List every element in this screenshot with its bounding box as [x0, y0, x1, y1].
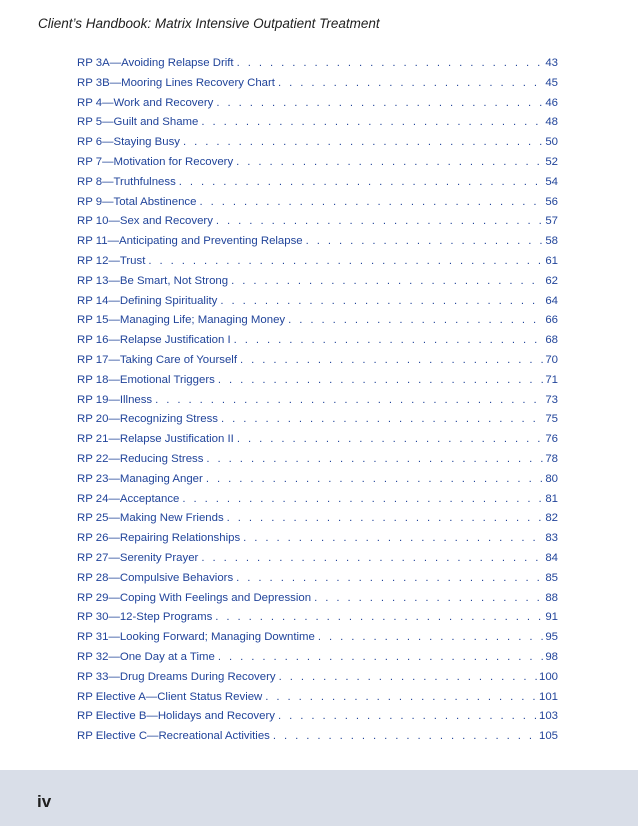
toc-entry[interactable] [77, 94, 558, 114]
toc-dot-leader [234, 331, 544, 351]
toc-entry-title: RP 14—Defining Spirituality [77, 294, 218, 307]
toc-dot-leader [288, 311, 543, 331]
toc-entry[interactable] [77, 212, 558, 232]
toc-entry-title: RP 3A—Avoiding Relapse Drift [77, 57, 234, 69]
toc-entry-title: RP 21—Relapse Justification II [77, 433, 234, 446]
toc-entry[interactable] [77, 173, 558, 193]
toc-entry[interactable] [77, 292, 558, 312]
toc-entry[interactable] [77, 133, 558, 153]
toc-entry-title: RP 27—Serenity Prayer [77, 551, 199, 564]
toc-entry[interactable] [77, 410, 558, 430]
toc-entry-title: RP 4—Work and Recovery [77, 96, 214, 109]
toc-entry-title: RP 8—Truthfulness [77, 175, 176, 188]
toc-entry[interactable] [77, 391, 558, 411]
toc-entry-title: RP 13—Be Smart, Not Strong [77, 274, 229, 287]
toc-entry-page: 43 [545, 57, 558, 69]
toc-entry[interactable] [77, 153, 558, 173]
toc-entry-title: RP 15—Managing Life; Managing Money [77, 314, 286, 327]
toc-entry-page: 75 [545, 413, 558, 426]
toc-entry-title: RP 31—Looking Forward; Managing Downtime [77, 631, 315, 644]
toc-entry-title: RP Elective C—Recreational Activities [77, 730, 270, 743]
toc-dot-leader [318, 628, 543, 648]
toc-entry-title: RP 17—Taking Care of Yourself [77, 353, 237, 366]
toc-entry-page: 46 [545, 96, 558, 109]
toc-entry[interactable] [77, 490, 558, 510]
toc-entry-title: RP 22—Reducing Stress [77, 452, 204, 465]
toc-entry-title: RP 9—Total Abstinence [77, 195, 197, 208]
toc-entry[interactable] [77, 54, 558, 74]
toc-entry-page: 105 [538, 730, 558, 743]
toc-entry-page: 66 [545, 314, 558, 327]
toc-entry-title: RP 3B—Mooring Lines Recovery Chart [77, 76, 275, 89]
toc-entry-page: 62 [545, 274, 558, 287]
toc-dot-leader [183, 133, 543, 153]
toc-entry-title: RP 32—One Day at a Time [77, 650, 215, 663]
toc-entry-title: RP 19—Illness [77, 393, 153, 406]
toc-dot-leader [265, 688, 537, 708]
toc-entry-page: 85 [545, 571, 558, 584]
toc-entry-page: 57 [545, 215, 558, 228]
toc-entry[interactable] [77, 648, 558, 668]
toc-entry-page: 70 [545, 353, 558, 366]
toc-entry[interactable] [77, 470, 558, 490]
toc-dot-leader [243, 529, 543, 549]
toc-entry-page: 68 [545, 334, 558, 347]
toc-entry-title: RP 28—Compulsive Behaviors [77, 571, 234, 584]
toc-entry[interactable] [77, 272, 558, 292]
toc-dot-leader [206, 450, 543, 470]
toc-entry[interactable] [77, 371, 558, 391]
toc-entry-page: 50 [545, 136, 558, 149]
toc-dot-leader [314, 589, 543, 609]
toc-entry-title: RP 25—Making New Friends [77, 512, 224, 525]
toc-entry[interactable] [77, 331, 558, 351]
toc-entry-page: 100 [538, 670, 558, 683]
toc-entry-title: RP 33—Drug Dreams During Recovery [77, 670, 276, 683]
footer-band [0, 770, 638, 826]
toc-entry-title: RP 5—Guilt and Shame [77, 116, 199, 129]
toc-entry[interactable] [77, 688, 558, 708]
toc-entry-page: 95 [545, 631, 558, 644]
toc-entry-page: 52 [545, 155, 558, 168]
table-of-contents [77, 54, 558, 747]
toc-dot-leader [237, 54, 544, 74]
toc-dot-leader [306, 232, 544, 252]
toc-dot-leader [237, 430, 544, 450]
toc-entry[interactable] [77, 74, 558, 94]
toc-entry-title: RP 10—Sex and Recovery [77, 215, 213, 228]
toc-dot-leader [182, 490, 543, 510]
toc-entry-title: RP 16—Relapse Justification I [77, 334, 231, 347]
toc-entry-page: 91 [545, 611, 558, 624]
toc-entry-page: 101 [538, 690, 558, 703]
toc-entry[interactable] [77, 351, 558, 371]
toc-entry[interactable] [77, 727, 558, 747]
toc-entry-page: 73 [545, 393, 558, 406]
toc-entry-title: RP 23—Managing Anger [77, 472, 203, 485]
toc-dot-leader [279, 668, 537, 688]
toc-entry[interactable] [77, 549, 558, 569]
toc-entry-page: 81 [545, 492, 558, 505]
toc-entry[interactable] [77, 529, 558, 549]
toc-dot-leader [221, 410, 543, 430]
toc-entry-page: 64 [545, 294, 558, 307]
toc-entry-title: RP Elective A—Client Status Review [77, 690, 263, 703]
toc-entry-title: RP 26—Repairing Relationships [77, 532, 241, 545]
toc-entry[interactable] [77, 569, 558, 589]
toc-dot-leader [220, 292, 543, 312]
toc-dot-leader [278, 74, 543, 94]
toc-dot-leader [278, 707, 537, 727]
toc-dot-leader [215, 608, 543, 628]
toc-entry[interactable] [77, 628, 558, 648]
toc-entry[interactable] [77, 509, 558, 529]
toc-entry[interactable] [77, 589, 558, 609]
toc-entry-title: RP 29—Coping With Feelings and Depression [77, 591, 312, 604]
toc-entry-page: 58 [545, 235, 558, 248]
toc-dot-leader [199, 193, 543, 213]
toc-entry-title: RP 20—Recognizing Stress [77, 413, 218, 426]
toc-entry-page: 80 [545, 472, 558, 485]
toc-entry[interactable] [77, 311, 558, 331]
toc-dot-leader [148, 252, 543, 272]
toc-entry[interactable] [77, 608, 558, 628]
toc-entry-page: 56 [545, 195, 558, 208]
toc-dot-leader [216, 212, 543, 232]
toc-dot-leader [240, 351, 543, 371]
toc-dot-leader [236, 153, 543, 173]
page-number: iv [37, 792, 52, 811]
toc-entry[interactable] [77, 193, 558, 213]
toc-dot-leader [227, 509, 544, 529]
toc-entry-title: RP 11—Anticipating and Preventing Relapse [77, 235, 303, 248]
toc-entry-page: 45 [545, 76, 558, 89]
toc-dot-leader [155, 391, 543, 411]
toc-entry-page: 71 [545, 373, 558, 386]
toc-dot-leader [273, 727, 537, 747]
toc-entry[interactable] [77, 252, 558, 272]
toc-entry[interactable] [77, 113, 558, 133]
toc-entry-title: RP 18—Emotional Triggers [77, 373, 215, 386]
toc-dot-leader [201, 549, 543, 569]
toc-entry[interactable] [77, 430, 558, 450]
toc-dot-leader [218, 371, 544, 391]
toc-entry-title: RP 12—Trust [77, 254, 146, 267]
toc-dot-leader [236, 569, 543, 589]
toc-entry-title: RP 7—Motivation for Recovery [77, 155, 234, 168]
toc-dot-leader [218, 648, 544, 668]
toc-entry-title: RP 6—Staying Busy [77, 136, 180, 149]
toc-entry-page: 61 [545, 254, 558, 267]
toc-dot-leader [201, 113, 543, 133]
toc-entry-page: 83 [545, 532, 558, 545]
toc-entry-title: RP 30—12-Step Programs [77, 611, 213, 624]
toc-entry-page: 48 [545, 116, 558, 129]
toc-dot-leader [179, 173, 544, 193]
toc-entry-page: 76 [545, 433, 558, 446]
toc-entry-page: 88 [545, 591, 558, 604]
toc-entry-page: 103 [538, 710, 558, 723]
toc-entry-page: 82 [545, 512, 558, 525]
toc-entry[interactable] [77, 450, 558, 470]
toc-entry-page: 84 [545, 551, 558, 564]
toc-entry-title: RP 24—Acceptance [77, 492, 180, 505]
toc-entry[interactable] [77, 707, 558, 727]
toc-dot-leader [216, 94, 543, 114]
toc-entry-page: 54 [545, 175, 558, 188]
toc-entry-title: RP Elective B—Holidays and Recovery [77, 710, 275, 723]
toc-dot-leader [206, 470, 544, 490]
toc-entry[interactable] [77, 232, 558, 252]
toc-entry-page: 98 [545, 650, 558, 663]
page-header-title: Client’s Handbook: Matrix Intensive Outpatient Treatment [38, 16, 380, 31]
toc-entry-page: 78 [545, 452, 558, 465]
toc-entry[interactable] [77, 668, 558, 688]
toc-dot-leader [231, 272, 543, 292]
